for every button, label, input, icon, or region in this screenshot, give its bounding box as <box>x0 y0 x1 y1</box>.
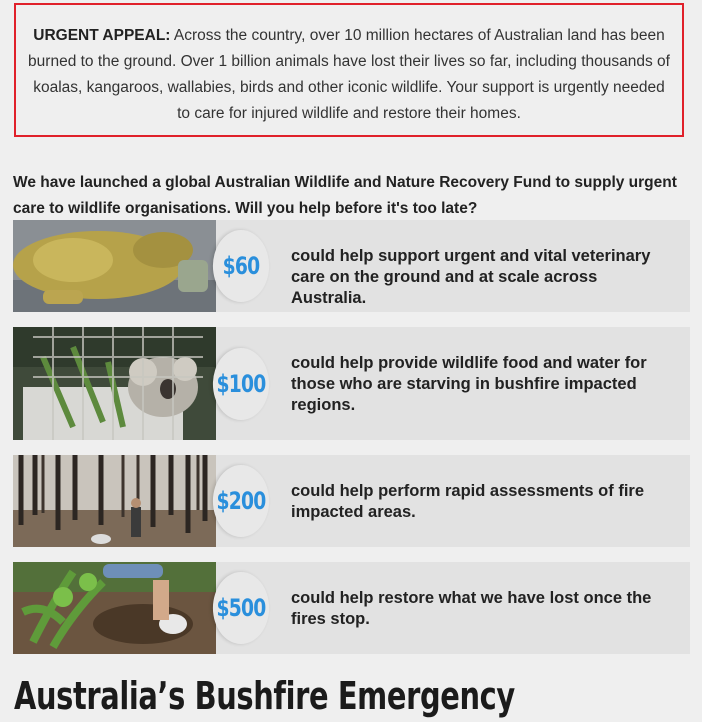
appeal-label: URGENT APPEAL: <box>33 27 171 44</box>
donation-description-500: could help restore what we have lost once the fires stop. <box>291 589 652 628</box>
donation-option-60[interactable] <box>13 220 690 312</box>
donation-amount-500: $500 <box>213 572 269 644</box>
urgent-appeal-box <box>14 3 684 137</box>
injured-koala-photo <box>13 220 216 312</box>
donation-amount-100: $100 <box>213 348 269 420</box>
donation-amount-200: $200 <box>213 465 269 537</box>
section-heading: Australia’s Bushfire Emergency <box>14 674 515 718</box>
donation-amount-60: $60 <box>213 230 269 302</box>
donation-option-200[interactable] <box>13 455 690 547</box>
donation-option-100[interactable] <box>13 327 690 440</box>
planting-seedling-photo <box>13 562 216 654</box>
donation-description-100: could help provide wildlife food and water for those who are starving in bushfire impacted regions. <box>291 354 647 414</box>
donation-description-200: could help perform rapid assessments of fire impacted areas. <box>291 482 645 521</box>
burnt-forest-photo <box>13 455 216 547</box>
fund-intro-text: We have launched a global Australian Wildlife and Nature Recovery Fund to supply urgent care to wildlife organisations. Will you help before it's too late? <box>13 174 677 217</box>
caged-koala-photo <box>13 327 216 440</box>
donation-description-60: could help support urgent and vital veterinary care on the ground and at scale across Australia. <box>291 247 651 307</box>
appeal-text: Across the country, over 10 million hectares of Australian land has been burned to the ground. Over 1 billion animals have lost their lives so far, including thousands of koalas, kangaroos, wallabies, birds and other iconic wildlife. Your support is urgently needed to care for injured wildlife and restore their homes. <box>28 27 670 122</box>
donation-option-500[interactable] <box>13 562 690 654</box>
